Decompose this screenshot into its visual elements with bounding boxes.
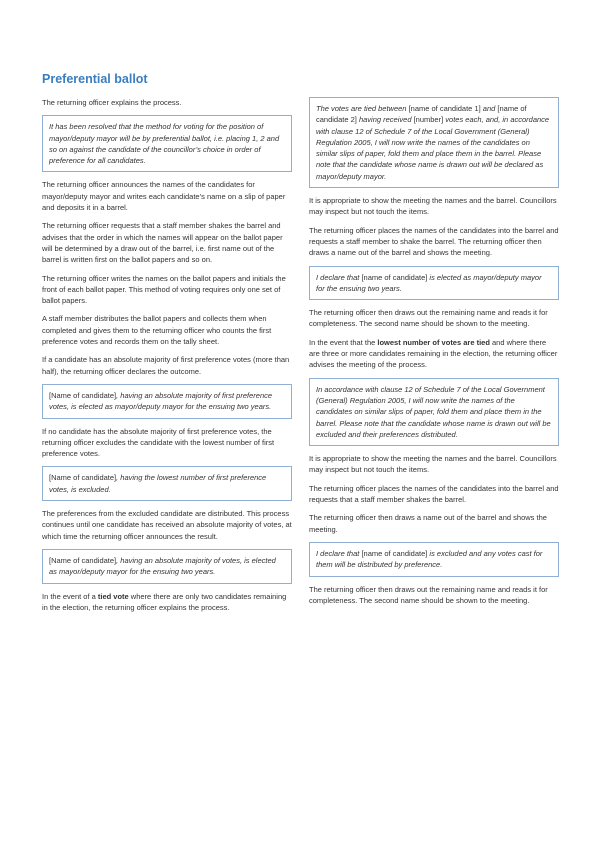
script-box [42, 466, 292, 501]
script-text-part: having received [356, 115, 414, 125]
paragraph: The returning officer places the names of the candidates into the barrel and requests that a staff member shakes the barrel. [309, 483, 559, 505]
paragraph: The returning officer places the names of the candidates into the barrel and requests a staff member to shake the barrel. The returning officer then draws a name out of the barrel and shows the meeting. [309, 225, 559, 258]
placeholder-text: [name of candidate] [361, 272, 428, 282]
script-text [49, 555, 285, 578]
bold-text: lowest number of votes are tied [377, 337, 490, 347]
placeholder-text: [name of candidate 1] [408, 104, 481, 113]
script-text [316, 272, 552, 295]
text-part: and where there are three or more candidates remaining in the election, the returning officer advises the meeting of the process. [309, 337, 558, 370]
script-text-part: I declare that [316, 548, 362, 558]
script-text-part: The votes are tied between [316, 104, 409, 113]
script-box [42, 549, 292, 584]
text-part: where there are only two candidates remaining in the election, the returning officer explains the process. [42, 591, 287, 612]
page-title: Preferential ballot [42, 72, 148, 86]
script-text-part: , having an absolute majority of first preference votes, is elected as mayor/deputy mayor for the ensuing two years. [49, 390, 273, 412]
script-text [316, 548, 552, 571]
script-text-part: , having an absolute majority of votes, is elected as mayor/deputy mayor for the ensuing two years. [49, 555, 276, 577]
paragraph [42, 591, 292, 614]
paragraph: It is appropriate to show the meeting the names and the barrel. Councillors may inspect but not touch the items. [309, 454, 557, 475]
script-box [309, 97, 559, 188]
placeholder-text: [number] [413, 115, 444, 125]
paragraph: The returning officer then draws out the remaining name and reads it for completeness. The second name should be shown to the meeting. [309, 584, 548, 605]
paragraph: The preferences from the excluded candidate are distributed. This process continues until one candidate has received an absolute majority of votes, at which time the returning officer announces the result. [42, 509, 292, 541]
script-text: In accordance with clause 12 of Schedule 7 of the Local Government (General) Regulation 2005, I will now write the names of the candidates on similar slips of paper, fold them and place them in the barrel. Please note that the candidate whose name is drawn out will be excluded and their preferences distributed. [316, 384, 551, 439]
script-text [49, 472, 285, 495]
script-text-part: votes each, and, in accordance with clause 12 of Schedule 7 of the Local Government (General) Regulation 2005, I will now write the names of the candidates on similar slips of paper, fold them and place them in the barrel. Please note that the candidate whose name is drawn out will be declared as mayor/deputy mayor. [316, 115, 550, 181]
script-box [309, 266, 559, 301]
placeholder-text: [Name of candidate] [49, 473, 117, 483]
script-text-part: , having the lowest number of first preference votes, is excluded. [49, 473, 267, 494]
script-box [309, 378, 559, 446]
script-box [309, 542, 559, 577]
placeholder-text: [name of candidate] [361, 548, 428, 558]
right-column [309, 97, 559, 613]
script-text-part: and [480, 104, 498, 113]
bold-text: tied vote [97, 591, 129, 601]
paragraph: The returning officer writes the names on the ballot papers and initials the front of each ballot paper. This method of voting requires only one set of ballot papers. [42, 273, 286, 306]
paragraph: If no candidate has the absolute majority of first preference votes, the returning officer excludes the candidate with the lowest number of first preference votes. [42, 426, 275, 459]
script-box [42, 384, 292, 419]
paragraph: The returning officer explains the process. [42, 98, 182, 107]
paragraph: A staff member distributes the ballot papers and collects them when completed and gives them to the returning officer who counts the first preference votes and records them on the tally sheet. [42, 314, 272, 347]
script-text: It has been resolved that the method for voting for the position of mayor/deputy mayor will be by preferential ballot, i.e. placing 1, 2 and so on against the candidate of the councillor’s choice in order of preference for all candidates. [49, 122, 280, 166]
script-box [42, 115, 292, 172]
script-text-part: is elected as mayor/deputy mayor for the ensuing two years. [316, 272, 542, 293]
text-part: In the event that the [309, 337, 378, 347]
script-text [49, 390, 285, 413]
script-text [316, 103, 552, 182]
script-text-part: is excluded and any votes cast for them will be distributed by preference. [316, 548, 543, 570]
placeholder-text: [name of candidate 2] [316, 104, 527, 125]
left-column [42, 97, 292, 620]
paragraph: The returning officer then draws out the remaining name and reads it for completeness. The second name should be shown to the meeting. [309, 308, 548, 329]
placeholder-text: [Name of candidate] [49, 555, 117, 565]
paragraph: It is appropriate to show the meeting the names and the barrel. Councillors may inspect but not touch the items. [309, 196, 557, 217]
paragraph: The returning officer announces the names of the candidates for mayor/deputy mayor and writes each candidate’s name on a slip of paper and deposits it in a barrel. [42, 180, 286, 213]
script-text-part: I declare that [316, 272, 362, 282]
paragraph: If a candidate has an absolute majority of first preference votes (more than half), the returning officer declares the outcome. [42, 355, 290, 376]
paragraph: The returning officer then draws a name out of the barrel and shows the meeting. [309, 513, 547, 534]
placeholder-text: [Name of candidate] [49, 390, 117, 400]
paragraph: The returning officer requests that a staff member shakes the barrel and advises that the order in which the names will appear on the ballot paper will be determined by a draw out of the barrel, i.e. first name out of the barrel is written first on the ballot papers and so on. [42, 221, 283, 265]
text-part: In the event of a [42, 591, 98, 601]
paragraph [309, 337, 559, 371]
